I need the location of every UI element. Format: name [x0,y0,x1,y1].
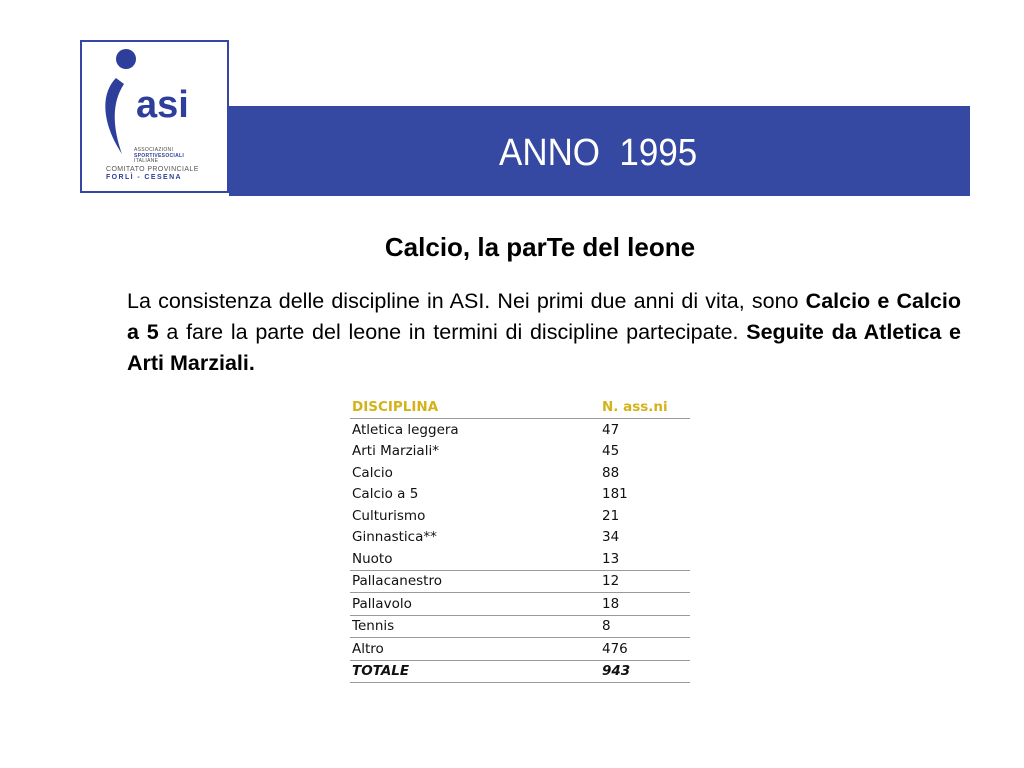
row-discipline: Tennis [350,615,600,638]
logo-subline-3: ITALIANE [134,158,159,164]
table-row [350,505,690,527]
logo-subtitle [134,148,204,165]
body-paragraph [127,286,961,379]
title-banner [229,106,970,196]
table-header-row [350,396,690,419]
para-text-2: a fare la parte del leone in termini di discipline partecipate. [158,320,747,344]
row-discipline: Pallacanestro [350,570,600,593]
row-count: 88 [602,464,620,481]
table-row [350,462,690,484]
table-row [350,615,690,638]
row-discipline: Nuoto [350,548,600,570]
row-discipline: Arti Marziali* [352,443,439,460]
row-count: 476 [600,638,690,661]
row-count: 181 [602,486,628,503]
row-count: 13 [600,548,690,570]
row-count: 45 [602,443,620,460]
table-row [350,593,690,616]
logo-comitato: COMITATO PROVINCIALE [106,166,199,173]
table-total-row [350,660,690,683]
asi-logo [80,40,229,193]
header-n-assni: N. ass.ni [600,396,690,419]
row-discipline: Atletica leggera [352,421,459,438]
table-row [350,441,690,463]
row-discipline: Altro [350,638,600,661]
row-count: 47 [602,421,620,438]
row-discipline: Pallavolo [350,593,600,616]
para-text-1: La consistenza delle discipline in ASI. Nei primi due anni di vita, sono [127,289,806,313]
row-count: 18 [600,593,690,616]
logo-subline-1: ASSOCIAZIONI [134,147,174,153]
header-disciplina: DISCIPLINA [350,396,600,419]
row-count: 8 [600,615,690,638]
total-label: TOTALE [350,660,600,683]
row-count: 34 [602,529,620,546]
logo-subline-2: SPORTIVESOCIALI [134,152,185,159]
table-row [350,484,690,506]
table-row [350,548,690,570]
row-count: 12 [600,570,690,593]
discipline-table [350,396,690,683]
para-bold-2: Seguite da Atletica e Arti Marziali. [127,320,961,375]
logo-brand: asi [136,84,189,126]
row-discipline: Ginnastica** [352,529,437,546]
table-row [350,570,690,593]
table-row [350,419,690,441]
table-row [350,638,690,661]
table-row [350,527,690,549]
row-discipline: Culturismo [352,507,426,524]
banner-title: ANNO 1995 [499,132,698,174]
slide-subtitle: Calcio, la parTe del leone [384,232,696,262]
row-discipline: Calcio a 5 [352,486,419,503]
row-count: 21 [602,507,620,524]
logo-sede: FORLÌ - CESENA [106,174,182,181]
total-count: 943 [600,660,690,683]
para-bold-1: Calcio e Calcio a 5 [127,289,961,344]
row-discipline: Calcio [352,464,393,481]
